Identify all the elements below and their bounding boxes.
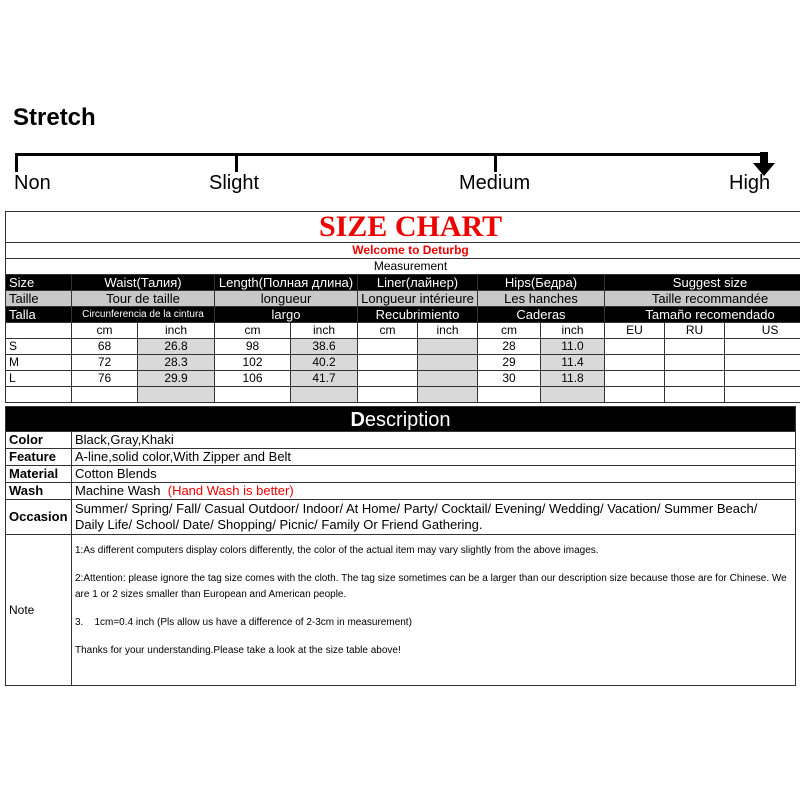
feature-value: A-line,solid color,With Zipper and Belt: [72, 449, 796, 466]
table-row: [6, 339, 800, 355]
stretch-tick-medium: [494, 153, 497, 172]
suggest-us: [725, 371, 800, 387]
length-inch: 38.6: [291, 339, 358, 355]
waist-inch: 26.8: [138, 339, 215, 355]
occasion-line-1: Summer/ Spring/ Fall/ Casual Outdoor/ Indoor/ At Home/ Party/ Cocktail/ Evening/ Wedding/ Vacation/ Summer Beach/: [75, 501, 758, 516]
unit-cell: inch: [541, 323, 605, 339]
header-hips: Hips(Бедра): [478, 275, 605, 291]
unit-cell: EU: [605, 323, 665, 339]
stretch-label-high: High: [729, 172, 771, 194]
header-longueur-interieure: Longueur intérieure: [358, 291, 478, 307]
unit-cell: inch: [291, 323, 358, 339]
stretch-label-non: Non: [14, 172, 51, 194]
header-size: Size: [6, 275, 72, 291]
table-row: [6, 355, 800, 371]
stretch-title: Stretch: [13, 104, 96, 131]
unit-cell: RU: [665, 323, 725, 339]
desc-row-feature: [6, 449, 796, 466]
desc-row-occasion: [6, 500, 796, 535]
suggest-us: [725, 339, 800, 355]
units-row: [6, 323, 800, 339]
unit-cell: inch: [418, 323, 478, 339]
unit-cell: US: [725, 323, 800, 339]
wash-value-cell: [72, 483, 796, 500]
suggest-eu: [605, 371, 665, 387]
waist-inch: 28.3: [138, 355, 215, 371]
stretch-tick-slight: [235, 153, 238, 172]
stretch-label-medium: Medium: [459, 172, 531, 194]
length-inch: 41.7: [291, 371, 358, 387]
size-chart-table: [5, 211, 800, 403]
stretch-scale-line: [15, 153, 767, 156]
stretch-label-slight: Slight: [209, 172, 260, 194]
hips-inch: 11.0: [541, 339, 605, 355]
header-largo: largo: [215, 307, 358, 323]
header-waist: Waist(Талия): [72, 275, 215, 291]
size-label: L: [6, 371, 72, 387]
hips-inch: 11.8: [541, 371, 605, 387]
size-label: M: [6, 355, 72, 371]
header-talla: Talla: [6, 307, 72, 323]
table-row-empty: [6, 387, 800, 403]
hips-cm: 29: [478, 355, 541, 371]
wash-label: Wash: [6, 483, 72, 500]
liner-cm: [358, 339, 418, 355]
description-table: [5, 406, 796, 686]
header-taille-recommandee: Taille recommandée: [605, 291, 800, 307]
measurement-label: Measurement: [6, 259, 800, 275]
suggest-ru: [665, 371, 725, 387]
note-content: [72, 535, 796, 686]
size-chart-title: SIZE CHART: [6, 212, 800, 243]
header-caderas: Caderas: [478, 307, 605, 323]
length-cm: 106: [215, 371, 291, 387]
header-recubrimiento: Recubrimiento: [358, 307, 478, 323]
description-header-rest: escription: [364, 409, 451, 431]
liner-inch: [418, 355, 478, 371]
liner-cm: [358, 371, 418, 387]
header-length: Length(Полная длина): [215, 275, 358, 291]
header-circunferencia: Circunferencia de la cintura: [72, 307, 215, 323]
note-2: 2:Attention: please ignore the tag size comes with the cloth. The tag size sometimes can be a larger than our description size because those are for Chinese. We are 1 or 2 sizes smaller than European and American people.: [75, 573, 787, 600]
description-header-initial: D: [350, 409, 365, 431]
unit-cell: inch: [138, 323, 215, 339]
hips-inch: 11.4: [541, 355, 605, 371]
unit-cell: cm: [72, 323, 138, 339]
hips-cm: 28: [478, 339, 541, 355]
color-value: Black,Gray,Khaki: [72, 432, 796, 449]
desc-row-color: [6, 432, 796, 449]
size-label: S: [6, 339, 72, 355]
liner-inch: [418, 339, 478, 355]
hips-cm: 30: [478, 371, 541, 387]
waist-cm: 72: [72, 355, 138, 371]
waist-inch: 29.9: [138, 371, 215, 387]
header-longueur: longueur: [215, 291, 358, 307]
header-row-es: [6, 307, 800, 323]
stretch-tick-non: [15, 153, 18, 172]
note-3: 3. 1cm=0.4 inch (Pls allow us have a difference of 2-3cm in measurement): [75, 617, 412, 628]
unit-cell: cm: [358, 323, 418, 339]
welcome-text: Welcome to Deturbg: [6, 243, 800, 259]
header-taille: Taille: [6, 291, 72, 307]
occasion-label: Occasion: [6, 500, 72, 535]
color-label: Color: [6, 432, 72, 449]
header-suggest-size: Suggest size: [605, 275, 800, 291]
note-1: 1:As different computers display colors differently, the color of the actual item may vary slightly from the above images.: [75, 545, 599, 556]
feature-label: Feature: [6, 449, 72, 466]
note-4: Thanks for your understanding.Please take a look at the size table above!: [75, 645, 401, 656]
desc-row-note: [6, 535, 796, 686]
header-tour-de-taille: Tour de taille: [72, 291, 215, 307]
note-label: Note: [6, 535, 72, 686]
header-liner: Liner(лайнер): [358, 275, 478, 291]
units-blank: [6, 323, 72, 339]
suggest-eu: [605, 355, 665, 371]
length-inch: 40.2: [291, 355, 358, 371]
suggest-eu: [605, 339, 665, 355]
liner-inch: [418, 371, 478, 387]
wash-value: Machine Wash: [75, 483, 161, 498]
unit-cell: cm: [215, 323, 291, 339]
material-label: Material: [6, 466, 72, 483]
header-tamano-recomendado: Tamaño recomendado: [605, 307, 800, 323]
occasion-line-2: Daily Life/ School/ Date/ Shopping/ Picnic/ Family Or Friend Gathering.: [75, 517, 483, 532]
table-row: [6, 371, 800, 387]
desc-row-wash: [6, 483, 796, 500]
waist-cm: 68: [72, 339, 138, 355]
length-cm: 102: [215, 355, 291, 371]
header-les-hanches: Les hanches: [478, 291, 605, 307]
suggest-ru: [665, 355, 725, 371]
suggest-ru: [665, 339, 725, 355]
suggest-us: [725, 355, 800, 371]
description-header: [6, 407, 796, 432]
unit-cell: cm: [478, 323, 541, 339]
occasion-value: [72, 500, 796, 535]
liner-cm: [358, 355, 418, 371]
material-value: Cotton Blends: [72, 466, 796, 483]
desc-row-material: [6, 466, 796, 483]
waist-cm: 76: [72, 371, 138, 387]
header-row-fr: [6, 291, 800, 307]
wash-note: (Hand Wash is better): [167, 483, 294, 498]
length-cm: 98: [215, 339, 291, 355]
header-row-en: [6, 275, 800, 291]
